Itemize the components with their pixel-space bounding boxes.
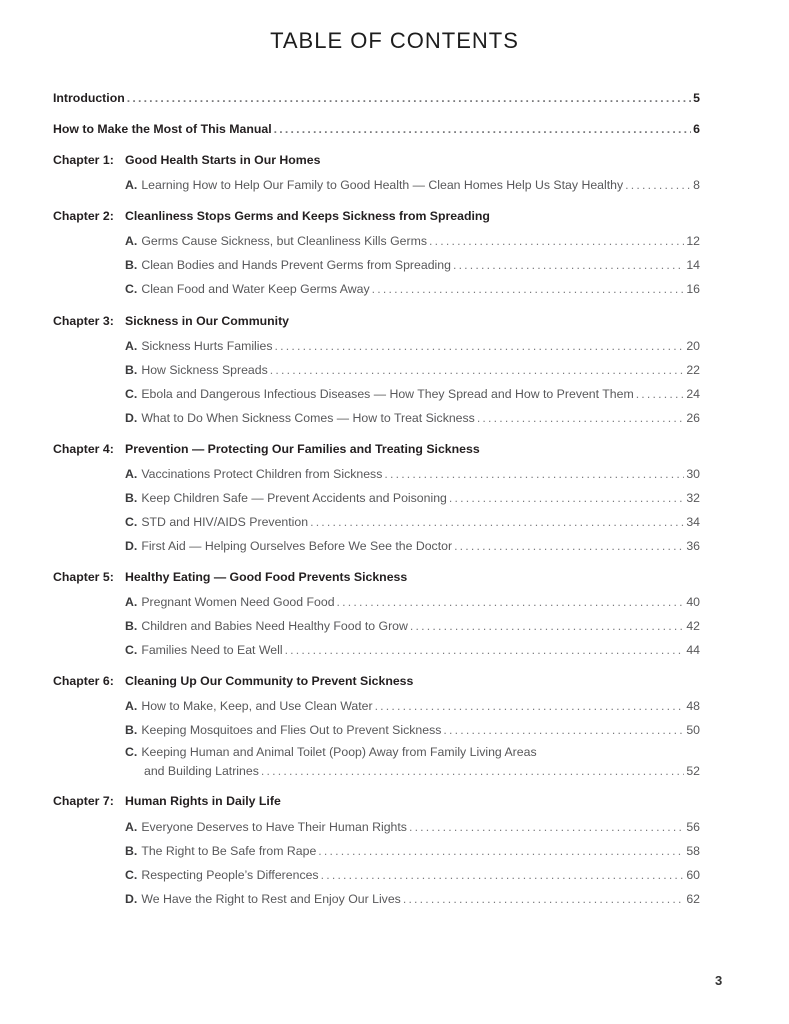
entry-page: 26: [686, 411, 700, 425]
entry-title: Pregnant Women Need Good Food: [141, 595, 335, 609]
entry-title: How to Make, Keep, and Use Clean Water: [141, 699, 373, 713]
entry-title: Vaccinations Protect Children from Sickness: [141, 467, 383, 481]
chapter-title: Healthy Eating — Good Food Prevents Sickness: [125, 570, 408, 584]
entry-title: Respecting People’s Differences: [141, 868, 319, 882]
entry-page: 44: [686, 643, 700, 657]
dot-leader: [310, 514, 684, 530]
dot-leader: [454, 538, 684, 554]
entry-title: Families Need to Eat Well: [141, 643, 283, 657]
toc-entry[interactable]: [125, 175, 700, 193]
entry-page: 40: [686, 595, 700, 609]
entry-letter: C.: [125, 643, 138, 657]
entry-title: We Have the Right to Rest and Enjoy Our Lives: [141, 892, 401, 906]
chapter-label: Chapter 4:: [53, 442, 114, 456]
entry-title: Clean Food and Water Keep Germs Away: [141, 282, 370, 296]
toc-entry[interactable]: [125, 640, 700, 658]
entry-title: Introduction: [53, 91, 125, 105]
entry-page: 60: [686, 868, 700, 882]
dot-leader: [636, 386, 685, 402]
toc-entry[interactable]: [125, 231, 700, 249]
entry-letter: B.: [125, 619, 138, 633]
entry-title: First Aid — Helping Ourselves Before We See the Doctor: [141, 539, 453, 553]
entry-page: 6: [693, 122, 700, 136]
chapter-label: Chapter 3:: [53, 314, 114, 328]
toc-entry[interactable]: [125, 865, 700, 883]
entry-letter: A.: [125, 178, 138, 192]
dot-leader: [625, 177, 691, 193]
entry-title: Sickness Hurts Families: [141, 339, 273, 353]
dot-leader: [453, 257, 684, 273]
dot-leader: [403, 891, 684, 907]
dot-leader: [270, 362, 685, 378]
entry-page: 24: [686, 387, 700, 401]
entry-letter: C.: [125, 868, 138, 882]
chapter-5-heading[interactable]: [53, 570, 407, 584]
entry-letter: A.: [125, 339, 138, 353]
entry-page: 20: [686, 339, 700, 353]
entry-page: 36: [686, 539, 700, 553]
dot-leader: [429, 233, 684, 249]
chapter-label: Chapter 5:: [53, 570, 114, 584]
entry-title: Keep Children Safe — Prevent Accidents and Poisoning: [141, 491, 447, 505]
entry-title: Ebola and Dangerous Infectious Diseases — How They Spread and How to Prevent Them: [141, 387, 634, 401]
chapter-label: Chapter 1:: [53, 153, 114, 167]
entry-title: Everyone Deserves to Have Their Human Rights: [141, 820, 407, 834]
toc-entry[interactable]: [125, 279, 700, 297]
chapter-7-heading[interactable]: [53, 794, 281, 808]
dot-leader: [449, 490, 684, 506]
entry-letter: D.: [125, 539, 138, 553]
toc-entry[interactable]: [125, 696, 700, 714]
toc-entry-continuation[interactable]: [144, 761, 700, 779]
chapter-label: Chapter 7:: [53, 794, 114, 808]
entry-page: 58: [686, 844, 700, 858]
entry-title: Learning How to Help Our Family to Good Health — Clean Homes Help Us Stay Healthy: [141, 178, 624, 192]
toc-entry-introduction[interactable]: [53, 88, 700, 106]
dot-leader: [477, 410, 685, 426]
toc-entry[interactable]: [125, 720, 700, 738]
entry-page: 30: [686, 467, 700, 481]
entry-title: Keeping Mosquitoes and Flies Out to Prevent Sickness: [141, 723, 442, 737]
dot-leader: [275, 338, 685, 354]
chapter-label: Chapter 2:: [53, 209, 114, 223]
dot-leader: [410, 618, 684, 634]
chapter-2-heading[interactable]: [53, 209, 490, 223]
toc-entry[interactable]: [125, 336, 700, 354]
entry-letter: C.: [125, 745, 138, 759]
dot-leader: [409, 819, 684, 835]
toc-entry[interactable]: [125, 464, 700, 482]
entry-letter: D.: [125, 411, 138, 425]
toc-entry-how-to[interactable]: [53, 119, 700, 137]
entry-letter: A.: [125, 699, 138, 713]
dot-leader: [384, 466, 684, 482]
entry-page: 8: [693, 178, 700, 192]
entry-letter: C.: [125, 387, 138, 401]
toc-entry[interactable]: [125, 255, 700, 273]
entry-page: 5: [693, 91, 700, 105]
entry-title: STD and HIV/AIDS Prevention: [141, 515, 309, 529]
entry-letter: C.: [125, 515, 138, 529]
page-title: TABLE OF CONTENTS: [270, 28, 519, 53]
entry-letter: B.: [125, 723, 138, 737]
chapter-4-heading[interactable]: [53, 442, 480, 456]
entry-letter: B.: [125, 491, 138, 505]
chapter-label: Chapter 6:: [53, 674, 114, 688]
toc-entry[interactable]: [125, 616, 700, 634]
toc-entry[interactable]: [125, 408, 700, 426]
entry-letter: A.: [125, 595, 138, 609]
dot-leader: [337, 594, 685, 610]
entry-page: 16: [686, 282, 700, 296]
toc-entry-first-line[interactable]: [125, 745, 537, 759]
entry-page: 56: [686, 820, 700, 834]
dot-leader: [261, 763, 684, 779]
entry-page: 52: [686, 764, 700, 778]
chapter-title: Cleaning Up Our Community to Prevent Sickness: [125, 674, 414, 688]
chapter-6-heading[interactable]: [53, 674, 413, 688]
chapter-title: Cleanliness Stops Germs and Keeps Sickness from Spreading: [125, 209, 490, 223]
entry-page: 34: [686, 515, 700, 529]
entry-title: Children and Babies Need Healthy Food to Grow: [141, 619, 408, 633]
entry-title: Germs Cause Sickness, but Cleanliness Kills Germs: [141, 234, 427, 248]
dot-leader: [318, 843, 684, 859]
toc-entry[interactable]: [125, 360, 700, 378]
entry-page: 22: [686, 363, 700, 377]
chapter-title: Human Rights in Daily Life: [125, 794, 281, 808]
entry-title: How to Make the Most of This Manual: [53, 122, 272, 136]
entry-page: 32: [686, 491, 700, 505]
entry-letter: B.: [125, 363, 138, 377]
entry-title: What to Do When Sickness Comes — How to Treat Sickness: [141, 411, 475, 425]
entry-letter: D.: [125, 892, 138, 906]
dot-leader: [372, 281, 685, 297]
entry-page: 14: [686, 258, 700, 272]
entry-page: 50: [686, 723, 700, 737]
toc-entry[interactable]: [125, 384, 700, 402]
chapter-title: Prevention — Protecting Our Families and Treating Sickness: [125, 442, 480, 456]
toc-entry[interactable]: [125, 889, 700, 907]
page-number: 3: [715, 973, 723, 988]
dot-leader: [127, 90, 691, 106]
entry-title: Clean Bodies and Hands Prevent Germs from Spreading: [141, 258, 451, 272]
toc-entry[interactable]: [125, 488, 700, 506]
toc-entry[interactable]: [125, 592, 700, 610]
entry-title: The Right to Be Safe from Rape: [141, 844, 317, 858]
entry-letter: A.: [125, 234, 138, 248]
dot-leader: [375, 698, 685, 714]
entry-letter: B.: [125, 258, 138, 272]
entry-page: 62: [686, 892, 700, 906]
dot-leader: [443, 722, 684, 738]
chapter-3-heading[interactable]: [53, 314, 289, 328]
chapter-title: Sickness in Our Community: [125, 314, 289, 328]
dot-leader: [321, 867, 685, 883]
entry-page: 42: [686, 619, 700, 633]
dot-leader: [285, 642, 685, 658]
chapter-1-heading[interactable]: [53, 153, 320, 167]
toc-entry[interactable]: [125, 512, 700, 530]
entry-title: How Sickness Spreads: [141, 363, 268, 377]
toc-entry[interactable]: [125, 841, 700, 859]
toc-entry[interactable]: [125, 817, 700, 835]
entry-page: 12: [686, 234, 700, 248]
entry-title-continued: and Building Latrines: [144, 764, 259, 778]
entry-letter: A.: [125, 467, 138, 481]
entry-letter: B.: [125, 844, 138, 858]
entry-title: Keeping Human and Animal Toilet (Poop) Away from Family Living Areas: [141, 745, 537, 759]
entry-letter: C.: [125, 282, 138, 296]
entry-letter: A.: [125, 820, 138, 834]
dot-leader: [274, 121, 692, 137]
entry-page: 48: [686, 699, 700, 713]
chapter-title: Good Health Starts in Our Homes: [125, 153, 321, 167]
toc-entry[interactable]: [125, 536, 700, 554]
